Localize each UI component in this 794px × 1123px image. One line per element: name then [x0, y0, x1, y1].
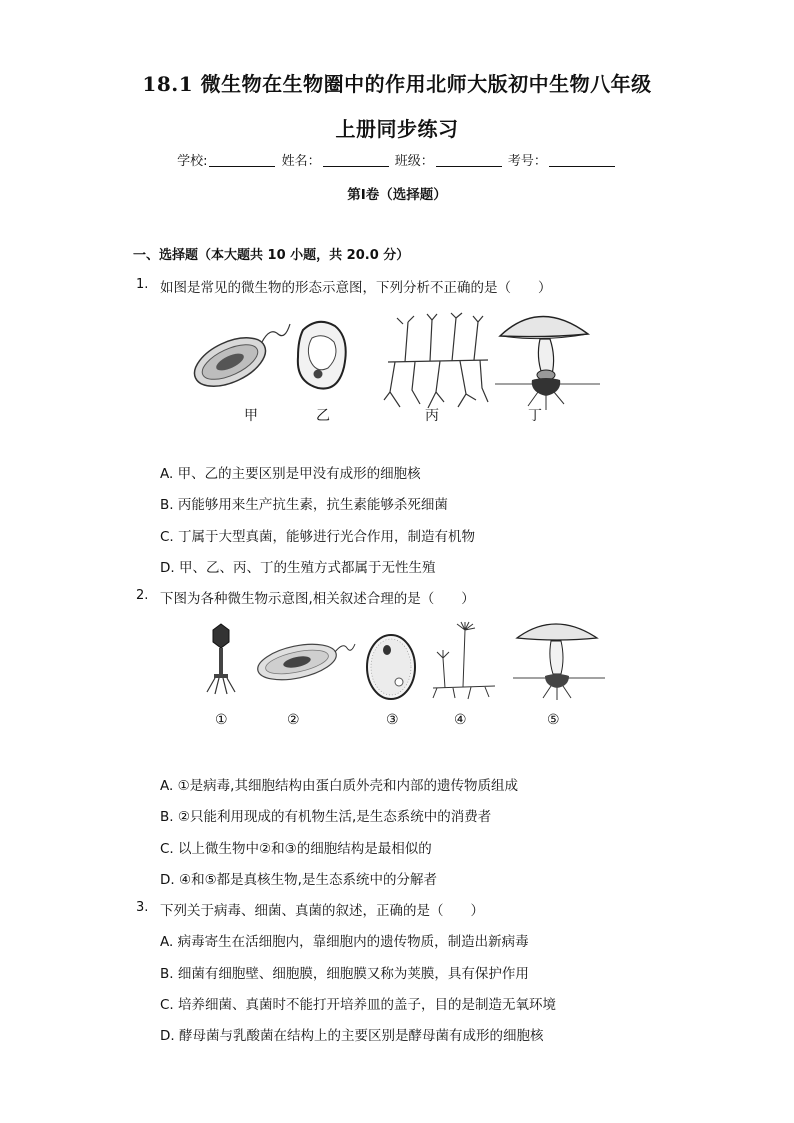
mushroom-illustration — [495, 316, 600, 410]
name-label: 姓名： — [281, 154, 321, 169]
question-2-figure — [205, 622, 585, 712]
question-2-option-a: A. ①是病毒,其细胞结构由蛋白质外壳和内部的遗传物质组成 — [160, 778, 518, 794]
page-title-line1: 18.1 微生物在生物圈中的作用北师大版初中生物八年级 — [142, 72, 652, 96]
section-heading: 一、选择题（本大题共 10 小题，共 20.0 分） — [133, 248, 410, 263]
virus-illustration — [207, 624, 235, 694]
question-1-number: 1. — [136, 277, 149, 292]
page-title-line2: 上册同步练习 — [335, 117, 459, 141]
mold-illustration — [384, 313, 488, 408]
question-1-option-a: A. 甲、乙的主要区别是甲没有成形的细胞核 — [160, 466, 421, 482]
mold-illustration-2 — [433, 622, 495, 699]
exam-number-label: 考号： — [507, 154, 547, 169]
figure-label-bing: 丙 — [425, 409, 439, 424]
school-label: 学校: — [177, 154, 208, 169]
figure-label-yi: 乙 — [316, 409, 330, 424]
mushroom-illustration-2 — [513, 624, 605, 700]
question-1-option-b: B. 丙能够用来生产抗生素，抗生素能够杀死细菌 — [160, 497, 448, 513]
question-3-option-a: A. 病毒寄生在活细胞内，靠细胞内的遗传物质，制造出新病毒 — [160, 934, 529, 950]
question-2-option-c: C. 以上微生物中②和③的细胞结构是最相似的 — [160, 841, 432, 857]
cell-illustration — [367, 635, 415, 699]
bacterium-illustration — [187, 324, 290, 396]
question-2-option-d: D. ④和⑤都是真核生物,是生态系统中的分解者 — [160, 872, 437, 888]
figure-label-2: ② — [287, 713, 300, 728]
microbe-illustrations-2 — [205, 622, 585, 712]
school-blank — [209, 154, 275, 167]
figure-label-3: ③ — [386, 713, 399, 728]
question-1-option-c: C. 丁属于大型真菌，能够进行光合作用，制造有机物 — [160, 529, 476, 545]
exam-number-blank — [549, 154, 615, 167]
bacterium-illustration-2 — [255, 638, 355, 686]
student-info-line — [0, 150, 794, 169]
question-2-number: 2. — [136, 588, 149, 603]
question-1-stem: 如图是常见的微生物的形态示意图，下列分析不正确的是（ ） — [160, 280, 552, 296]
name-blank — [323, 154, 389, 167]
question-3-number: 3. — [136, 900, 149, 915]
class-blank — [436, 154, 502, 167]
question-1-option-d: D. 甲、乙、丙、丁的生殖方式都属于无性生殖 — [160, 560, 436, 576]
figure-label-1: ① — [215, 713, 228, 728]
figure-label-ding: 丁 — [528, 409, 542, 424]
yeast-illustration — [298, 322, 346, 389]
question-3-stem: 下列关于病毒、细菌、真菌的叙述，正确的是（ ） — [160, 903, 484, 919]
class-label: 班级： — [394, 154, 434, 169]
question-3-option-d: D. 酵母菌与乳酸菌在结构上的主要区别是酵母菌有成形的细胞核 — [160, 1028, 544, 1044]
question-3-option-b: B. 细菌有细胞壁、细胞膜，细胞膜又称为荚膜，具有保护作用 — [160, 966, 529, 982]
figure-label-4: ④ — [454, 713, 467, 728]
question-2-stem: 下图为各种微生物示意图,相关叙述合理的是（ ） — [160, 591, 475, 607]
question-2-option-b: B. ②只能利用现成的有机物生活,是生态系统中的消费者 — [160, 809, 492, 825]
figure-label-jia: 甲 — [244, 409, 258, 424]
volume-heading: 第I卷（选择题） — [347, 187, 447, 203]
figure-label-5: ⑤ — [547, 713, 560, 728]
question-3-option-c: C. 培养细菌、真菌时不能打开培养皿的盖子，目的是制造无氧环境 — [160, 997, 557, 1013]
